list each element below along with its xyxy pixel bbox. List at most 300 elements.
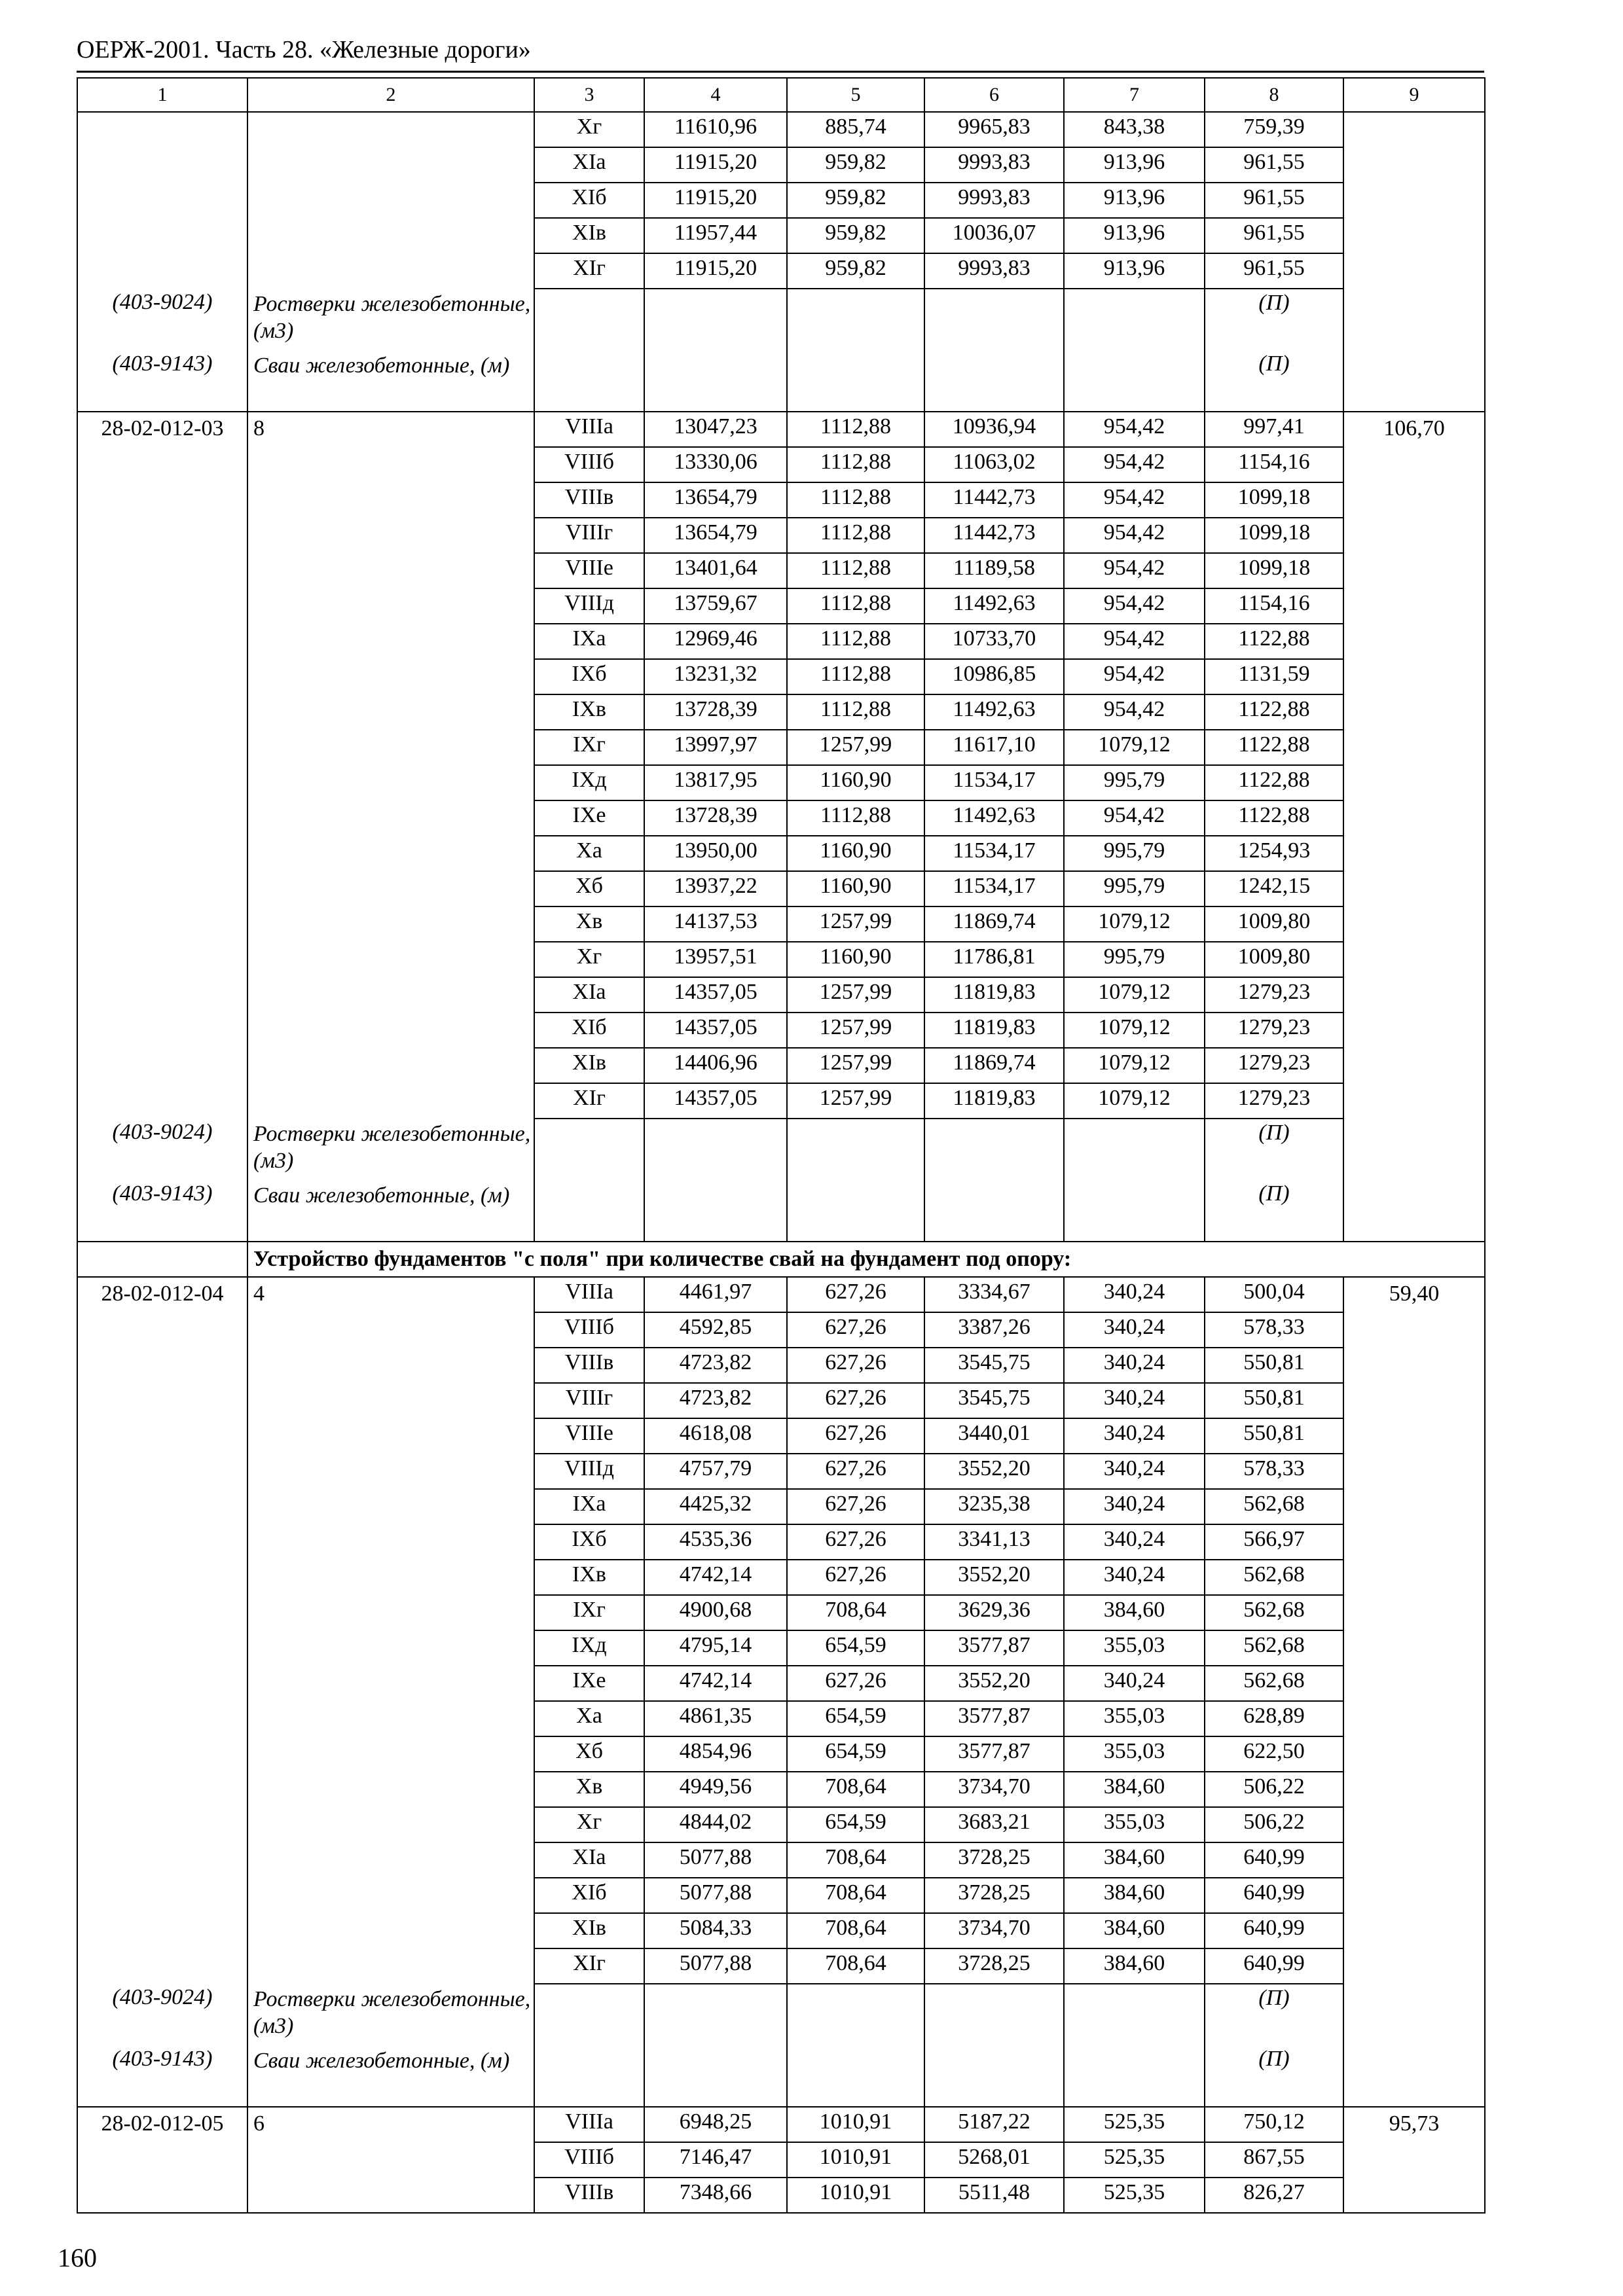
column-number: 5: [787, 78, 924, 112]
operator-wages: 913,96: [1064, 147, 1205, 183]
table-row: [77, 1560, 1485, 1595]
materials: 961,55: [1205, 147, 1343, 183]
empty-cell: [1064, 1180, 1205, 1242]
empty-cell: [77, 482, 247, 518]
empty-cell: [1343, 730, 1485, 765]
empty-cell: [1343, 1312, 1485, 1348]
wages: 1112,88: [787, 659, 924, 694]
total-cost: 4742,14: [644, 1666, 787, 1701]
total-cost: 4900,68: [644, 1595, 787, 1630]
table-row: [77, 1878, 1485, 1913]
column-numbers-row: [77, 78, 1485, 112]
resource-mark: (П): [1205, 350, 1343, 412]
empty-cell: [77, 1878, 247, 1913]
empty-cell: [247, 1842, 534, 1878]
table-row: [77, 447, 1485, 482]
wages: 1112,88: [787, 412, 924, 447]
machines: 11534,17: [924, 871, 1064, 906]
empty-cell: [924, 2045, 1064, 2107]
operator-wages: 954,42: [1064, 694, 1205, 730]
empty-cell: [1343, 350, 1485, 412]
empty-cell: [77, 1242, 247, 1277]
empty-cell: [77, 1666, 247, 1701]
machines: 3577,87: [924, 1736, 1064, 1772]
wages: 1160,90: [787, 836, 924, 871]
resource-name: Сваи железобетонные, (м): [247, 1180, 534, 1242]
rates-table: [77, 77, 1486, 2214]
materials: 1009,80: [1205, 942, 1343, 977]
column-number: 8: [1205, 78, 1343, 112]
table-row: [77, 1807, 1485, 1842]
table-row: [77, 1913, 1485, 1948]
section-heading: Устройство фундаментов "с поля" при количестве свай на фундамент под опору:: [247, 1242, 1485, 1277]
total-cost: 13759,67: [644, 588, 787, 624]
empty-cell: [534, 1119, 644, 1180]
total-cost: 14357,05: [644, 1083, 787, 1119]
materials: 640,99: [1205, 1948, 1343, 1984]
total-cost: 14357,05: [644, 1013, 787, 1048]
materials: 1122,88: [1205, 765, 1343, 800]
total-cost: 4535,36: [644, 1524, 787, 1560]
operator-wages: 995,79: [1064, 765, 1205, 800]
total-cost: 13728,39: [644, 800, 787, 836]
resource-row: [77, 1119, 1485, 1180]
empty-cell: [1343, 112, 1485, 147]
wages: 1010,91: [787, 2142, 924, 2178]
machines: 11786,81: [924, 942, 1064, 977]
total-cost: 13728,39: [644, 694, 787, 730]
resource-row: [77, 289, 1485, 350]
empty-cell: [1343, 906, 1485, 942]
empty-cell: [247, 942, 534, 977]
machines: 3334,67: [924, 1277, 1064, 1312]
rate-code: 28-02-012-03: [77, 412, 247, 447]
total-cost: 11915,20: [644, 183, 787, 218]
wages: 1257,99: [787, 977, 924, 1013]
machines: 3577,87: [924, 1701, 1064, 1736]
zone-label: XIг: [534, 1948, 644, 1984]
resource-code: (403-9024): [77, 1984, 247, 2045]
operator-wages: 954,42: [1064, 412, 1205, 447]
zone-label: IXа: [534, 624, 644, 659]
materials: 961,55: [1205, 253, 1343, 289]
empty-cell: [247, 730, 534, 765]
zone-label: VIIIа: [534, 1277, 644, 1312]
machines: 3545,75: [924, 1348, 1064, 1383]
materials: 506,22: [1205, 1807, 1343, 1842]
wages: 654,59: [787, 1630, 924, 1666]
empty-cell: [247, 1348, 534, 1383]
empty-cell: [1343, 1878, 1485, 1913]
empty-cell: [247, 836, 534, 871]
empty-cell: [247, 906, 534, 942]
empty-cell: [1343, 518, 1485, 553]
machines: 9993,83: [924, 253, 1064, 289]
operator-wages: 954,42: [1064, 553, 1205, 588]
table-row: [77, 147, 1485, 183]
zone-label: Xв: [534, 906, 644, 942]
machines: 11492,63: [924, 694, 1064, 730]
resource-row: [77, 2045, 1485, 2107]
empty-cell: [1343, 694, 1485, 730]
zone-label: XIа: [534, 977, 644, 1013]
resource-code: (403-9143): [77, 2045, 247, 2107]
empty-cell: [1343, 1807, 1485, 1842]
total-cost: 14406,96: [644, 1048, 787, 1083]
operator-wages: 995,79: [1064, 942, 1205, 977]
operator-wages: 1079,12: [1064, 906, 1205, 942]
empty-cell: [924, 1119, 1064, 1180]
operator-wages: 1079,12: [1064, 1048, 1205, 1083]
materials: 550,81: [1205, 1348, 1343, 1383]
table-row: [77, 1524, 1485, 1560]
machines: 11063,02: [924, 447, 1064, 482]
empty-cell: [1343, 977, 1485, 1013]
empty-cell: [247, 659, 534, 694]
empty-cell: [1343, 942, 1485, 977]
empty-cell: [247, 624, 534, 659]
empty-cell: [1343, 624, 1485, 659]
wages: 627,26: [787, 1418, 924, 1454]
labor-cost: 59,40: [1343, 1277, 1485, 1312]
total-cost: 4618,08: [644, 1418, 787, 1454]
wages: 1257,99: [787, 1048, 924, 1083]
table-row: [77, 1383, 1485, 1418]
table-row: [77, 977, 1485, 1013]
zone-label: IXа: [534, 1489, 644, 1524]
empty-cell: [1343, 1736, 1485, 1772]
materials: 562,68: [1205, 1560, 1343, 1595]
resource-mark: (П): [1205, 2045, 1343, 2107]
empty-cell: [1343, 1560, 1485, 1595]
operator-wages: 954,42: [1064, 588, 1205, 624]
empty-cell: [247, 1312, 534, 1348]
zone-label: VIIIг: [534, 518, 644, 553]
pile-count: 8: [247, 412, 534, 447]
table-row: [77, 906, 1485, 942]
zone-label: Xб: [534, 871, 644, 906]
empty-cell: [1343, 1524, 1485, 1560]
empty-cell: [247, 1701, 534, 1736]
materials: 640,99: [1205, 1878, 1343, 1913]
empty-cell: [534, 289, 644, 350]
zone-label: IXг: [534, 1595, 644, 1630]
wages: 1112,88: [787, 553, 924, 588]
machines: 5187,22: [924, 2107, 1064, 2142]
total-cost: 11610,96: [644, 112, 787, 147]
operator-wages: 913,96: [1064, 218, 1205, 253]
operator-wages: 954,42: [1064, 518, 1205, 553]
machines: 5511,48: [924, 2178, 1064, 2213]
empty-cell: [1064, 2045, 1205, 2107]
machines: 3552,20: [924, 1560, 1064, 1595]
table-row: [77, 1948, 1485, 1984]
zone-label: XIв: [534, 1913, 644, 1948]
empty-cell: [644, 1984, 787, 2045]
machines: 3629,36: [924, 1595, 1064, 1630]
machines: 3552,20: [924, 1666, 1064, 1701]
table-row: [77, 1013, 1485, 1048]
materials: 562,68: [1205, 1595, 1343, 1630]
empty-cell: [1343, 1013, 1485, 1048]
materials: 640,99: [1205, 1913, 1343, 1948]
wages: 627,26: [787, 1454, 924, 1489]
wages: 654,59: [787, 1807, 924, 1842]
empty-cell: [924, 289, 1064, 350]
table-row: [77, 218, 1485, 253]
table-row: [77, 942, 1485, 977]
empty-cell: [644, 1119, 787, 1180]
zone-label: VIIIе: [534, 553, 644, 588]
empty-cell: [77, 218, 247, 253]
empty-cell: [77, 2178, 247, 2213]
table-row: [77, 1312, 1485, 1348]
table-row: [77, 800, 1485, 836]
operator-wages: 340,24: [1064, 1454, 1205, 1489]
total-cost: 11915,20: [644, 253, 787, 289]
total-cost: 4757,79: [644, 1454, 787, 1489]
empty-cell: [77, 1701, 247, 1736]
operator-wages: 384,60: [1064, 1772, 1205, 1807]
empty-cell: [247, 2142, 534, 2178]
operator-wages: 1079,12: [1064, 730, 1205, 765]
empty-cell: [77, 1913, 247, 1948]
resource-code: (403-9024): [77, 1119, 247, 1180]
total-cost: 13047,23: [644, 412, 787, 447]
page-number: 160: [58, 2243, 97, 2272]
empty-cell: [247, 1048, 534, 1083]
empty-cell: [787, 1984, 924, 2045]
empty-cell: [1064, 1984, 1205, 2045]
operator-wages: 954,42: [1064, 624, 1205, 659]
empty-cell: [77, 694, 247, 730]
wages: 627,26: [787, 1666, 924, 1701]
zone-label: Xг: [534, 942, 644, 977]
zone-label: VIIIд: [534, 588, 644, 624]
empty-cell: [1343, 1348, 1485, 1383]
resource-mark: (П): [1205, 1984, 1343, 2045]
empty-cell: [77, 942, 247, 977]
labor-cost: 95,73: [1343, 2107, 1485, 2142]
wages: 708,64: [787, 1595, 924, 1630]
wages: 1257,99: [787, 906, 924, 942]
operator-wages: 384,60: [1064, 1842, 1205, 1878]
empty-cell: [1343, 1948, 1485, 1984]
resource-code: (403-9024): [77, 289, 247, 350]
operator-wages: 384,60: [1064, 1948, 1205, 1984]
zone-label: VIIIб: [534, 447, 644, 482]
operator-wages: 340,24: [1064, 1489, 1205, 1524]
total-cost: 4742,14: [644, 1560, 787, 1595]
materials: 562,68: [1205, 1630, 1343, 1666]
empty-cell: [534, 1984, 644, 2045]
total-cost: 4723,82: [644, 1383, 787, 1418]
empty-cell: [1343, 482, 1485, 518]
zone-label: IXд: [534, 765, 644, 800]
total-cost: 4723,82: [644, 1348, 787, 1383]
machines: 11819,83: [924, 1013, 1064, 1048]
empty-cell: [247, 147, 534, 183]
zone-label: VIIIб: [534, 1312, 644, 1348]
table-row: [77, 1666, 1485, 1701]
pile-count: 6: [247, 2107, 534, 2142]
empty-cell: [1343, 1180, 1485, 1242]
empty-cell: [77, 1842, 247, 1878]
table-row: [77, 1595, 1485, 1630]
materials: 1122,88: [1205, 694, 1343, 730]
wages: 627,26: [787, 1348, 924, 1383]
total-cost: 7348,66: [644, 2178, 787, 2213]
table-row: [77, 518, 1485, 553]
machines: 3728,25: [924, 1878, 1064, 1913]
empty-cell: [247, 1948, 534, 1984]
materials: 1122,88: [1205, 730, 1343, 765]
table-row: [77, 1772, 1485, 1807]
empty-cell: [77, 624, 247, 659]
empty-cell: [247, 1083, 534, 1119]
total-cost: 13937,22: [644, 871, 787, 906]
machines: 3728,25: [924, 1948, 1064, 1984]
empty-cell: [77, 1560, 247, 1595]
wages: 708,64: [787, 1913, 924, 1948]
zone-label: VIIIв: [534, 1348, 644, 1383]
wages: 654,59: [787, 1701, 924, 1736]
materials: 640,99: [1205, 1842, 1343, 1878]
machines: 3683,21: [924, 1807, 1064, 1842]
empty-cell: [77, 836, 247, 871]
operator-wages: 355,03: [1064, 1701, 1205, 1736]
zone-label: XIб: [534, 1013, 644, 1048]
materials: 506,22: [1205, 1772, 1343, 1807]
empty-cell: [77, 147, 247, 183]
empty-cell: [1343, 218, 1485, 253]
wages: 1112,88: [787, 694, 924, 730]
empty-cell: [1064, 289, 1205, 350]
empty-cell: [924, 1180, 1064, 1242]
materials: 867,55: [1205, 2142, 1343, 2178]
operator-wages: 1079,12: [1064, 1013, 1205, 1048]
table-row: [77, 1348, 1485, 1383]
operator-wages: 340,24: [1064, 1560, 1205, 1595]
zone-label: Xв: [534, 1772, 644, 1807]
resource-code: (403-9143): [77, 1180, 247, 1242]
wages: 1160,90: [787, 942, 924, 977]
wages: 1112,88: [787, 624, 924, 659]
table-row: [77, 253, 1485, 289]
zone-label: VIIIе: [534, 1418, 644, 1454]
empty-cell: [77, 1807, 247, 1842]
total-cost: 14137,53: [644, 906, 787, 942]
column-number: 1: [77, 78, 247, 112]
total-cost: 13997,97: [644, 730, 787, 765]
empty-cell: [247, 482, 534, 518]
empty-cell: [534, 1180, 644, 1242]
materials: 1099,18: [1205, 482, 1343, 518]
empty-cell: [1343, 1383, 1485, 1418]
zone-label: Xб: [534, 1736, 644, 1772]
empty-cell: [77, 906, 247, 942]
materials: 578,33: [1205, 1454, 1343, 1489]
empty-cell: [247, 1489, 534, 1524]
zone-label: IXв: [534, 1560, 644, 1595]
wages: 959,82: [787, 147, 924, 183]
empty-cell: [77, 1383, 247, 1418]
machines: 11492,63: [924, 800, 1064, 836]
resource-name: Сваи железобетонные, (м): [247, 2045, 534, 2107]
empty-cell: [77, 588, 247, 624]
empty-cell: [534, 2045, 644, 2107]
wages: 708,64: [787, 1878, 924, 1913]
wages: 959,82: [787, 183, 924, 218]
empty-cell: [1343, 183, 1485, 218]
materials: 1242,15: [1205, 871, 1343, 906]
materials: 1122,88: [1205, 800, 1343, 836]
table-row: [77, 659, 1485, 694]
total-cost: 13950,00: [644, 836, 787, 871]
header-rule: [77, 71, 1484, 73]
resource-mark: (П): [1205, 289, 1343, 350]
empty-cell: [1343, 147, 1485, 183]
empty-cell: [1343, 765, 1485, 800]
rate-code: 28-02-012-05: [77, 2107, 247, 2142]
materials: 1122,88: [1205, 624, 1343, 659]
materials: 750,12: [1205, 2107, 1343, 2142]
empty-cell: [247, 1418, 534, 1454]
operator-wages: 525,35: [1064, 2178, 1205, 2213]
empty-cell: [247, 588, 534, 624]
empty-cell: [77, 1083, 247, 1119]
wages: 885,74: [787, 112, 924, 147]
zone-label: XIг: [534, 253, 644, 289]
total-cost: 13817,95: [644, 765, 787, 800]
empty-cell: [787, 289, 924, 350]
table-row: [77, 1842, 1485, 1878]
wages: 1112,88: [787, 482, 924, 518]
machines: 11442,73: [924, 518, 1064, 553]
materials: 622,50: [1205, 1736, 1343, 1772]
total-cost: 4854,96: [644, 1736, 787, 1772]
empty-cell: [1343, 1489, 1485, 1524]
machines: 3577,87: [924, 1630, 1064, 1666]
table-row: [77, 2178, 1485, 2213]
wages: 627,26: [787, 1560, 924, 1595]
operator-wages: 995,79: [1064, 871, 1205, 906]
table-row: [77, 694, 1485, 730]
machines: 3341,13: [924, 1524, 1064, 1560]
resource-row: [77, 1180, 1485, 1242]
total-cost: 4461,97: [644, 1277, 787, 1312]
empty-cell: [1343, 1454, 1485, 1489]
resource-row: [77, 1984, 1485, 2045]
zone-label: IXе: [534, 800, 644, 836]
empty-cell: [1343, 2045, 1485, 2107]
materials: 961,55: [1205, 218, 1343, 253]
operator-wages: 355,03: [1064, 1736, 1205, 1772]
zone-label: VIIIа: [534, 2107, 644, 2142]
table-row: [77, 1048, 1485, 1083]
empty-cell: [77, 1048, 247, 1083]
empty-cell: [247, 1913, 534, 1948]
empty-cell: [1343, 1418, 1485, 1454]
empty-cell: [247, 1807, 534, 1842]
machines: 10733,70: [924, 624, 1064, 659]
empty-cell: [77, 1524, 247, 1560]
operator-wages: 384,60: [1064, 1913, 1205, 1948]
empty-cell: [247, 1454, 534, 1489]
empty-cell: [77, 1948, 247, 1984]
empty-cell: [77, 447, 247, 482]
empty-cell: [644, 350, 787, 412]
